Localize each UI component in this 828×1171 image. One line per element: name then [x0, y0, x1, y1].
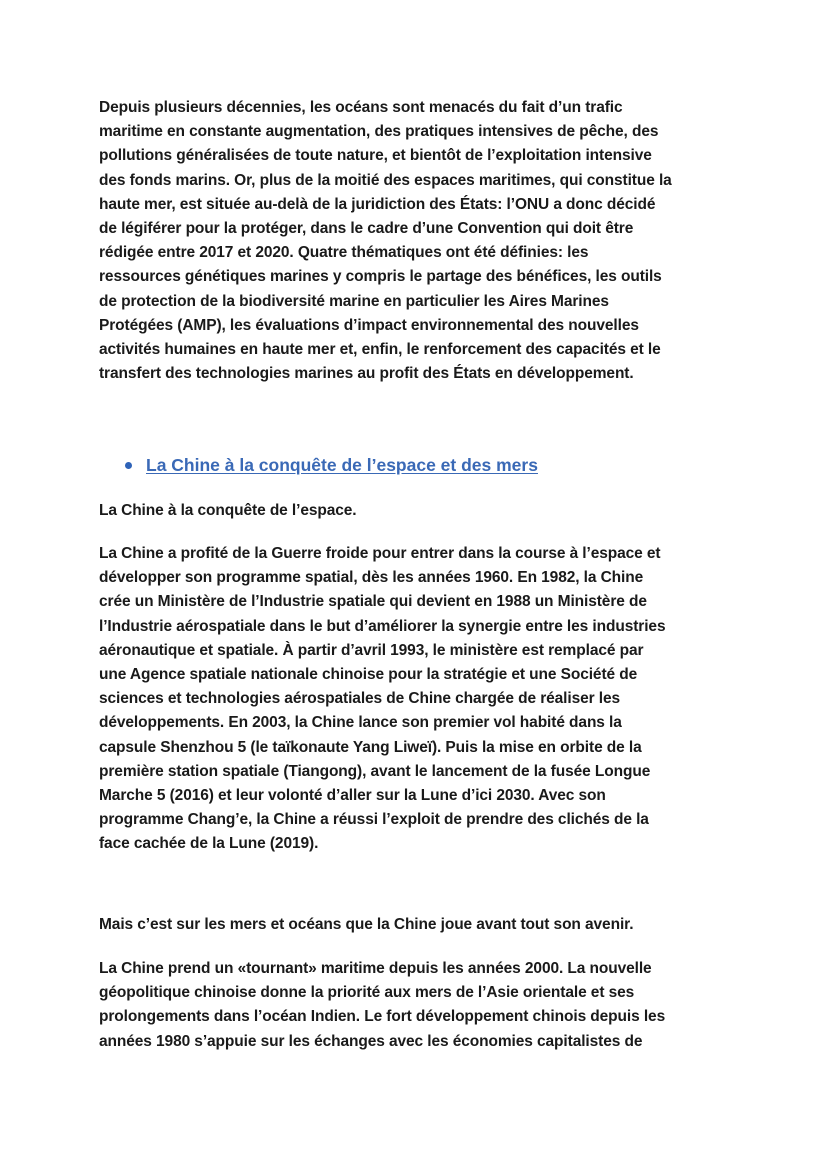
subheading-paragraph: La Chine à la conquête de l’espace. [99, 502, 357, 519]
intro-paragraph: Depuis plusieurs décennies, les océans sont menacés du fait d’un trafic maritime en constante augmentation, des pratiques intensives de pêche, des pollutions généralisées de toute nature, et bientôt de l’exploitation intensive des fonds marins. Or, plus de la moitié des espaces maritimes, qui constitue la haute mer, est située au-delà de la juridiction des États: l’ONU a donc décidé de légiférer pour la protéger, dans le cadre d’une Convention qui doit être rédigée entre 2017 et 2020. Quatre thématiques ont été définies: les ressources génétiques marines y compris le partage des bénéfices, les outils de protection de la biodiversité marine en particulier les Aires Marines Protégées (AMP), les évaluations d’impact environnemental des nouvelles activités humaines en haute mer et, enfin, le renforcement des capacités et le transfert des technologies marines au profit des États en développement. [99, 99, 672, 383]
bullet-icon [125, 462, 132, 469]
space-paragraph: La Chine a profité de la Guerre froide pour entrer dans la course à l’espace et développer son programme spatial, dès les années 1960. En 1982, la Chine crée un Ministère de l’Industrie spatiale qui devient en 1988 un Ministère de l’Industrie aérospatiale dans le but d’améliorer la synergie entre les industries aéronautique et spatiale. À partir d’avril 1993, le ministère est remplacé par une Agence spatiale nationale chinoise pour la stratégie et une Société de sciences et technologies aérospatiales de Chine chargée de réaliser les développements. En 2003, la Chine lance son premier vol habité dans la capsule Shenzhou 5 (le taïkonaute Yang Liweï). Puis la mise en orbite de la première station spatiale (Tiangong), avant le lancement de la fusée Longue Marche 5 (2016) et leur volonté d’aller sur la Lune d’ici 2030. Avec son programme Chang’e, la Chine a réussi l’exploit de prendre des clichés de la face cachée de la Lune (2019). [99, 545, 666, 853]
seas-paragraph: La Chine prend un «tournant» maritime depuis les années 2000. La nouvelle géopolitique chinoise donne la priorité aux mers de l’Asie orientale et ses prolongements dans l’océan Indien. Le fort développement chinois depuis les années 1980 s’appuie sur les échanges avec les économies capitalistes de [99, 960, 666, 1050]
section-heading-link[interactable]: La Chine à la conquête de l’espace et des mers [146, 454, 538, 475]
section-heading [125, 452, 538, 478]
seas-intro-paragraph: Mais c’est sur les mers et océans que la Chine joue avant tout son avenir. [99, 916, 634, 933]
